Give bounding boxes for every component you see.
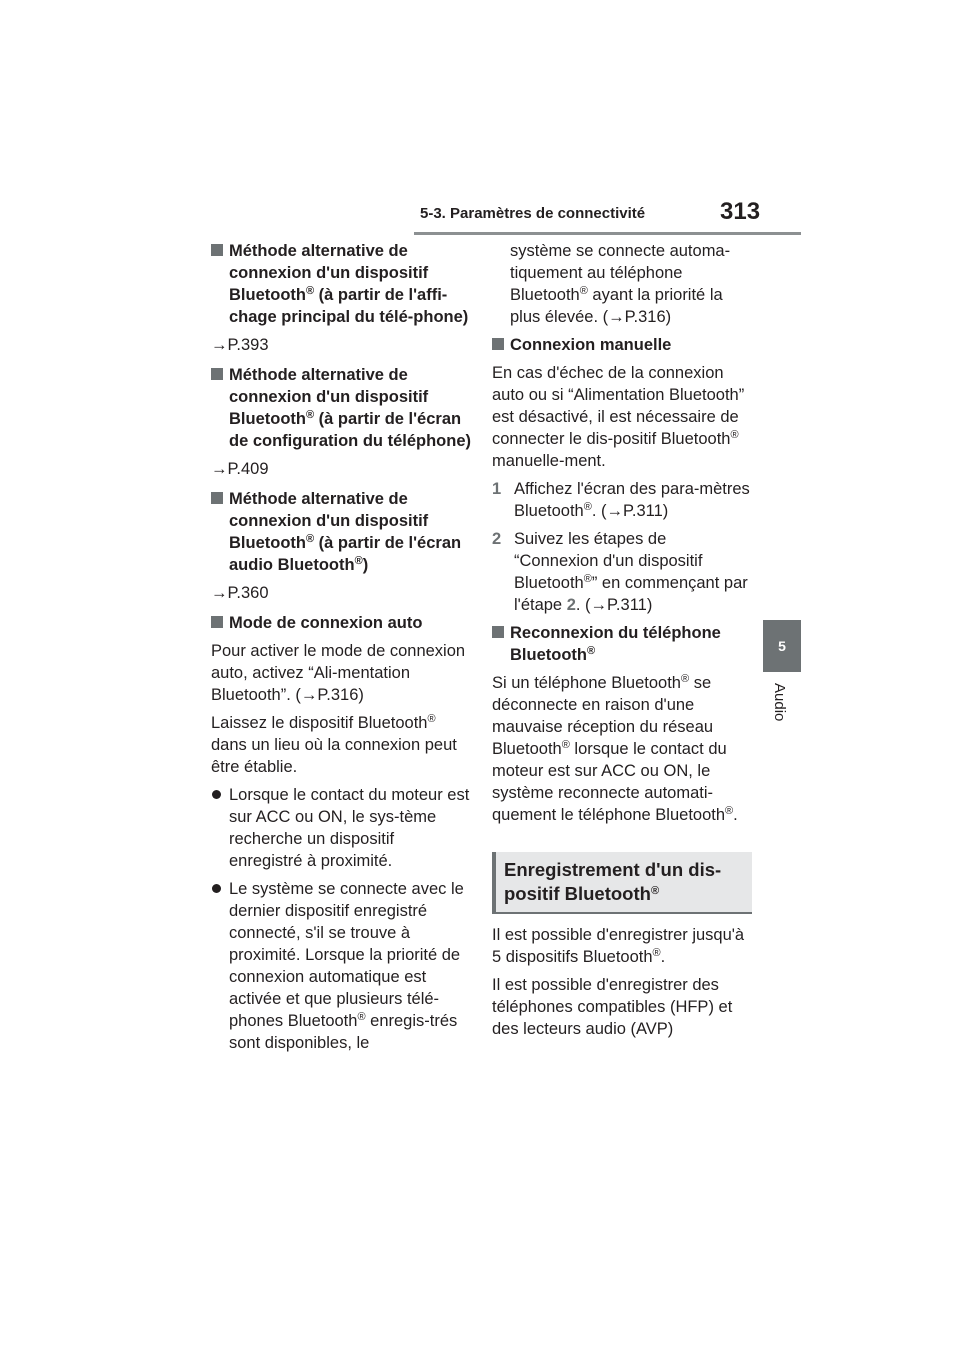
section-title: 5-3. Paramètres de connectivité xyxy=(420,205,646,222)
step-number: 1 xyxy=(492,480,502,498)
section-heading-box: Enregistrement d'un dis-positif Bluetooth® xyxy=(492,852,752,914)
list-item: Le système se connecte avec le dernier dispositif enregistré connecté, s'il se trouve à proximité. Lorsque la priorité de connexion automatique est activée et que plusieurs télé-phones Bluetooth® enregis-trés sont disponibles, le xyxy=(211,878,471,1054)
list-item: Lorsque le contact du moteur est sur ACC ou ON, le sys-tème recherche un dispositif enregistré à proximité. xyxy=(211,784,471,872)
page-header xyxy=(0,0,960,240)
step-reference-number: 2 xyxy=(566,596,576,614)
chapter-label: Audio xyxy=(771,683,788,722)
paragraph: Pour activer le mode de connexion auto, activez “Ali-mentation Bluetooth”. (→P.316) xyxy=(211,642,466,704)
subheading: Reconnexion du téléphone Bluetooth® xyxy=(492,622,752,666)
heading-accent-bar xyxy=(492,852,496,912)
paragraph: Il est possible d'enregistrer jusqu'à 5 dispositifs Bluetooth®. xyxy=(492,926,745,966)
square-bullet-icon xyxy=(211,244,223,256)
step-item: 2 Suivez les étapes de “Connexion d'un dispositif Bluetooth®” en commençant par l'étape 2. (→P.311) xyxy=(492,530,748,614)
subheading: Méthode alternative de connexion d'un dispositif Bluetooth® (à partir de l'écran de configuration du téléphone) xyxy=(211,364,471,452)
subheading: Connexion manuelle xyxy=(492,334,752,356)
page-reference: →P.393 xyxy=(211,336,269,354)
chapter-tab: 5 xyxy=(763,620,801,672)
left-column xyxy=(211,240,471,1060)
page-reference: →P.360 xyxy=(211,584,269,602)
header-rule xyxy=(414,232,801,235)
right-column xyxy=(492,240,752,1046)
paragraph: En cas d'échec de la connexion auto ou si “Alimentation Bluetooth” est désactivé, il est nécessaire de connecter le dis-positif Bluetooth® manuelle-ment. xyxy=(492,364,745,470)
square-bullet-icon xyxy=(492,626,504,638)
page-reference: →P.409 xyxy=(211,460,269,478)
subheading: Méthode alternative de connexion d'un dispositif Bluetooth® (à partir de l'écran audio Bluetooth®) xyxy=(211,488,471,576)
square-bullet-icon xyxy=(492,338,504,350)
subheading: Méthode alternative de connexion d'un dispositif Bluetooth® (à partir de l'affi-chage principal du télé-phone) xyxy=(211,240,471,328)
page-number: 313 xyxy=(720,198,761,225)
paragraph: Si un téléphone Bluetooth® se déconnecte en raison d'une mauvaise réception du réseau Bluetooth® lorsque le contact du moteur est sur ACC ou ON, le système reconnecte automati-quement le téléphone Bluetooth®. xyxy=(492,673,738,824)
round-bullet-icon xyxy=(212,884,221,893)
square-bullet-icon xyxy=(211,492,223,504)
square-bullet-icon xyxy=(211,368,223,380)
subheading: Mode de connexion auto xyxy=(211,612,471,634)
list-item-continuation: système se connecte automa-tiquement au téléphone Bluetooth® ayant la priorité la plus élevée. (→P.316) xyxy=(510,242,731,326)
step-number: 2 xyxy=(492,530,502,548)
square-bullet-icon xyxy=(211,616,223,628)
round-bullet-icon xyxy=(212,790,221,799)
step-item: 1 Affichez l'écran des para-mètres Bluetooth®. (→P.311) xyxy=(492,480,750,520)
paragraph: Laissez le dispositif Bluetooth® dans un lieu où la connexion peut être établie. xyxy=(211,713,457,776)
paragraph: Il est possible d'enregistrer des téléphones compatibles (HFP) et des lecteurs audio (AVP) xyxy=(492,976,733,1038)
